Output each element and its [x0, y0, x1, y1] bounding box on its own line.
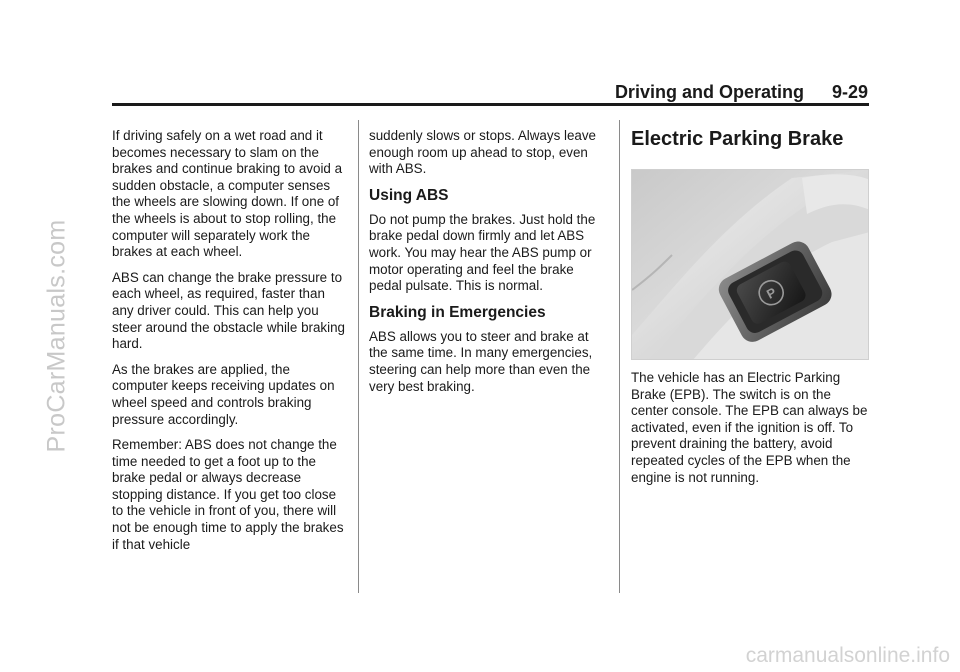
paragraph: If driving safely on a wet road and it becomes necessary to slam on the brakes and continue braking to avoid a sudden obstacle, a computer senses the wheels are slowing down. If one of the wheels is about to stop rolling, the computer will separately work the brakes at each wheel.: [112, 128, 343, 260]
running-header: [615, 82, 868, 103]
column-divider: [358, 120, 359, 593]
paragraph: The vehicle has an Electric Parking Brake (EPB). The switch is on the center console. The EPB can always be activated, even if the ignition is off. To prevent draining the battery, avoid repeated cycles of the EPB when the engine is not running.: [631, 370, 868, 485]
section-heading: Electric Parking Brake: [631, 128, 844, 150]
paragraph: As the brakes are applied, the computer keeps receiving updates on wheel speed and controls braking pressure accordingly.: [112, 361, 335, 427]
column-2: [369, 128, 606, 404]
bottom-watermark: carmanualsonline.info: [745, 644, 950, 667]
column-3: [631, 128, 869, 495]
page-number: 9-29: [831, 82, 868, 102]
section-title: Driving and Operating: [614, 82, 804, 102]
header-rule: [112, 103, 869, 106]
svg-text:P: P: [764, 284, 779, 302]
paragraph: Do not pump the brakes. Just hold the brake pedal down firmly and let ABS work. You may hear the ABS pump or motor operating and feel the brake pedal pulsate. This is normal.: [369, 211, 596, 294]
paragraph: Remember: ABS does not change the time needed to get a foot up to the brake pedal or always decrease stopping distance. If you get too close to the vehicle in front of you, there will not be enough time to apply the brakes if that vehicle: [112, 437, 344, 552]
subheading-using-abs: Using ABS: [369, 186, 449, 204]
parking-brake-switch-icon: [632, 170, 869, 360]
column-1: [112, 128, 348, 562]
parking-brake-photo: [631, 169, 869, 360]
subheading-braking-emergencies: Braking in Emergencies: [369, 303, 546, 321]
paragraph: ABS allows you to steer and brake at the same time. In many emergencies, steering can help more than even the very best braking.: [369, 328, 593, 394]
side-watermark: ProCarManuals.com: [42, 219, 71, 453]
column-divider: [619, 120, 620, 593]
paragraph: suddenly slows or stops. Always leave enough room up ahead to stop, even with ABS.: [369, 128, 597, 177]
paragraph: ABS can change the brake pressure to each wheel, as required, faster than any driver could. This can help you steer around the obstacle while braking hard.: [112, 269, 345, 352]
